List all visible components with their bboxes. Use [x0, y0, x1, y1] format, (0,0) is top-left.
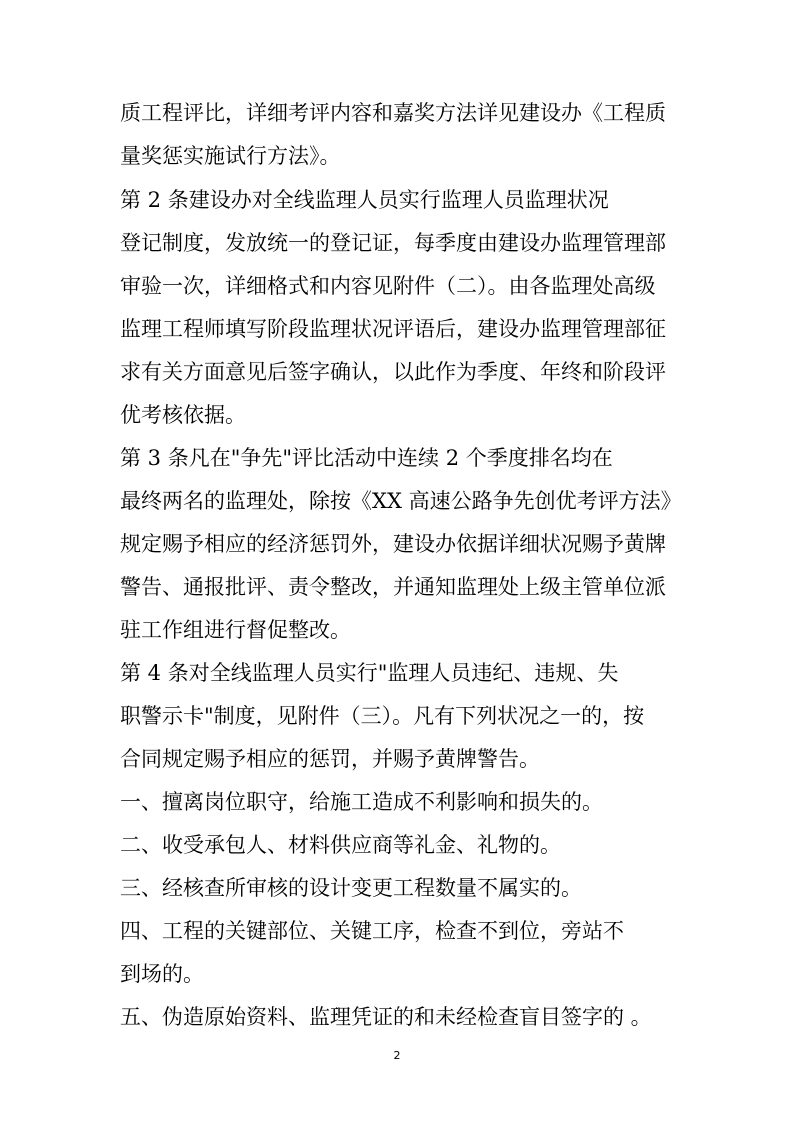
- text-line: 职警示卡"制度，见附件（三）。凡有下列状况之一的，按: [120, 704, 645, 728]
- text-line: 第 4 条对全线监理人员实行"监理人员违纪、违规、失: [120, 661, 619, 685]
- text-line: 审验一次，详细格式和内容见附件（二）。由各监理处高级: [120, 274, 656, 298]
- text-line: 量奖惩实施试行方法》。: [120, 144, 341, 168]
- text-line: 登记制度，发放统一的登记证，每季度由建设办监理管理部: [120, 231, 666, 255]
- text-line: 最终两名的监理处，除按《XX 高速公路争先创优考评方法》: [120, 489, 682, 513]
- text-line: 四、工程的关键部位、关键工序，检查不到位，旁站不: [120, 919, 624, 943]
- text-line: 三、经核查所审核的设计变更工程数量不属实的。: [120, 876, 582, 900]
- text-line: 二、收受承包人、材料供应商等礼金、礼物的。: [120, 833, 561, 857]
- text-line: 第 3 条凡在"争先"评比活动中连续 2 个季度排名均在: [120, 446, 613, 470]
- text-line: 求有关方面意见后签字确认，以此作为季度、年终和阶段评: [120, 360, 666, 384]
- text-line: 到场的。: [120, 962, 204, 986]
- text-line: 合同规定赐予相应的惩罚，并赐予黄牌警告。: [120, 747, 540, 771]
- text-line: 驻工作组进行督促整改。: [120, 618, 351, 642]
- text-line: 优考核依据。: [120, 403, 246, 427]
- text-line: 质工程评比，详细考评内容和嘉奖方法详见建设办《工程质: [120, 101, 666, 125]
- text-line: 监理工程师填写阶段监理状况评语后，建设办监理管理部征: [120, 317, 666, 341]
- text-line: 规定赐予相应的经济惩罚外，建设办依据详细状况赐予黄牌: [120, 532, 666, 556]
- text-line: 一、擅离岗位职守，给施工造成不利影响和损失的。: [120, 790, 603, 814]
- text-line: 五、伪造原始资料、监理凭证的和未经检查盲目签字的 。: [120, 1005, 652, 1029]
- text-line: 警告、通报批评、责令整改，并通知监理处上级主管单位派: [120, 575, 666, 599]
- page-number: 2: [393, 1049, 401, 1062]
- text-line: 第 2 条建设办对全线监理人员实行监理人员监理状况: [120, 188, 609, 212]
